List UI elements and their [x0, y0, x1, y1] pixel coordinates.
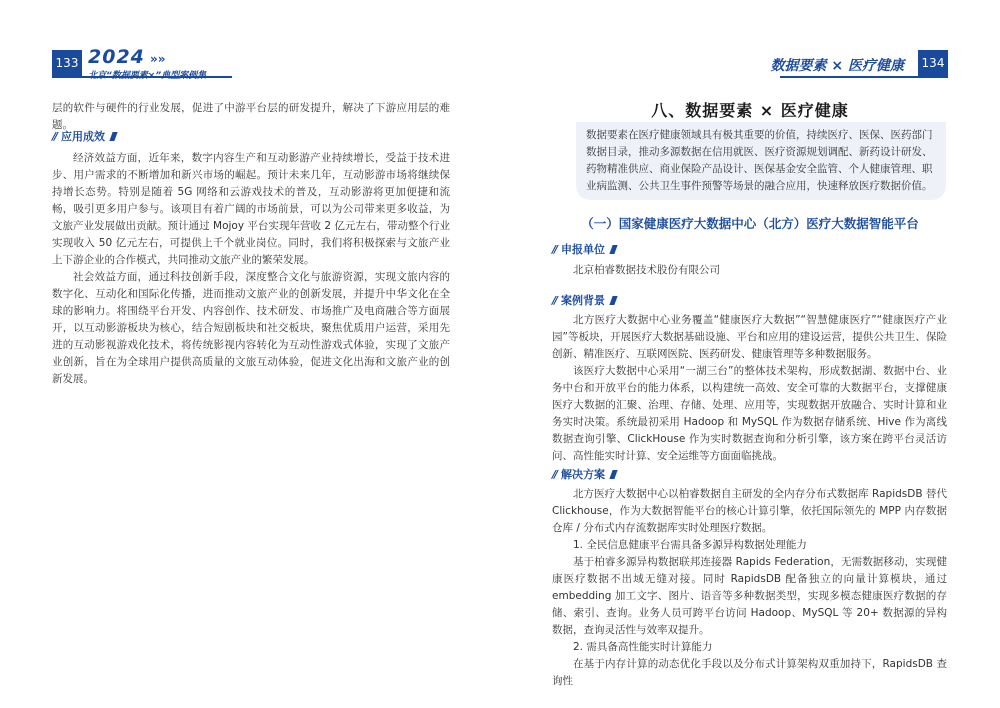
opening-line: 层的软件与硬件的行业发展，促进了中游平台层的研发提升，解决了下游应用层的难题。 — [52, 102, 450, 131]
slash-marker-icon: // — [52, 129, 57, 143]
section-title: 应用成效 — [61, 130, 106, 143]
subchapter-title: （一）国家健康医疗大数据中心（北方）医疗大数据智能平台 — [581, 216, 919, 231]
paragraph: 基于柏睿多源异构数据联邦连接器 Rapids Federation，无需数据移动，实现健康医疗数据不出域无缝对接。同时 RapidsDB 配备独立的向量计算模块，通过 embedding 加工文字、图片、语音等多种数据类型，实现多模态健康医疗数据的存储、索引、查询。业务人员可跨平台访问 Hadoop、MySQL 等 20+ 数据源的异构数据，查询灵活性与效率双提升。 — [552, 556, 947, 636]
right-page — [500, 0, 1000, 708]
section-title: 案例背景 — [561, 294, 606, 307]
paragraph: 北方医疗大数据中心业务覆盖“健康医疗大数据”“智慧健康医疗”“健康医疗产业园”等板块，开展医疗大数据基础设施、平台和应用的建设运营，提供公共卫生、保险创新、精准医疗、互联网医院、医药研发、健康管理等多种数据服务。 — [552, 314, 947, 360]
heading-tail-icon — [609, 245, 617, 254]
heading-tail-icon — [109, 132, 117, 141]
heading-tail-icon — [609, 296, 617, 305]
brand-year: 2024 — [88, 46, 145, 68]
header-brand: 数据要素 × 医疗健康 — [770, 58, 904, 74]
paragraph: 北方医疗大数据中心以柏睿数据自主研发的全内存分布式数据库 RapidsDB 替代 Clickhouse，作为大数据智能平台的核心计算引擎，依托国际领先的 MPP 内存数据仓库 / 分布式内存流数据库实时处理医疗数据。 — [552, 488, 947, 534]
page-number-left: 133 — [52, 50, 82, 76]
numbered-heading: 1. 全民信息健康平台需具备多源异构数据处理能力 — [573, 539, 807, 551]
brand-arrows-icon: »» — [149, 52, 166, 66]
solution-body — [552, 486, 947, 690]
header-rule-left — [52, 76, 232, 78]
section-title: 申报单位 — [561, 243, 606, 256]
numbered-heading: 2. 需具备高性能实时计算能力 — [573, 641, 713, 653]
chapter-title: 八、数据要素 × 医疗健康 — [651, 101, 849, 120]
section-heading-applicant — [552, 241, 616, 257]
header-rule-right — [780, 76, 948, 78]
chapter-intro: 数据要素在医疗健康领域具有极其重要的价值，持续医疗、医保、医药部门数据目录，推动多源数据在信用就医、医疗资源规划调配、新药设计研发、药物精准供应、商业保险产品设计、医保基金安全监管、个人健康管理、职业病监测、公共卫生事件预警等场景的融合应用，快速释放医疗数据价值。 — [576, 122, 946, 200]
slash-marker-icon: // — [552, 293, 557, 307]
applicant-name: 北京柏睿数据技术股份有限公司 — [573, 264, 720, 276]
paragraph-economic: 经济效益方面，近年来，数字内容生产和互动影游产业持续增长，受益于技术进步、用户需求的不断增加和新兴市场的崛起。预计未来几年，互动影游市场将继续保持增长态势。特别是随着 5G 网络和云游戏技术的普及，互动影游将更加便捷和流畅，吸引更多用户参与。该项目有着广阔的市场前景，可以为公司带来更多收益，为文旅产业发展做出贡献。预计通过 Mojoy 平台实现年营收 2 亿元左右，带动整个行业实现收入 50 亿元左右，可提供上千个就业岗位。同时，我们将积极探索与文旅产业上下游企业的合作模式，共同推动文旅产业的繁荣发展。 — [52, 152, 450, 266]
section-title: 解决方案 — [561, 468, 606, 481]
results-body — [52, 150, 450, 388]
paragraph: 该医疗大数据中心采用“一湖三台”的整体技术架构，形成数据湖、数据中台、业务中台和开放平台的能力体系，以构建统一高效、安全可靠的大数据平台，支撑健康医疗大数据的汇聚、治理、存储、处理、应用等，实现数据开放融合、实时计算和业务实时决策。系统最初采用 Hadoop 和 MySQL 作为数据存储系统、Hive 作为离线数据查询引擎、ClickHouse 作为实时数据查询和分析引擎，该方案在跨平台灵活访问、高性能实时计算、安全运维等方面面临挑战。 — [552, 365, 947, 462]
heading-tail-icon — [609, 470, 617, 479]
slash-marker-icon: // — [552, 467, 557, 481]
section-heading-solution — [552, 466, 616, 482]
section-heading-results — [52, 128, 116, 144]
slash-marker-icon: // — [552, 242, 557, 256]
paragraph-social: 社会效益方面，通过科技创新手段，深度整合文化与旅游资源，实现文旅内容的数字化、互动化和国际化传播，进而推动文旅产业的创新发展，并提升中华文化在全球的影响力。将围绕平台开发、内容创作、技术研发、市场推广及电商融合等方面展开，以互动影游板块为核心，结合短剧板块和社交板块，聚焦优质用户运营，采用先进的互动影视游戏化技术，将传统影视内容转化为互动性游戏式体验，实现了文旅产业创新，旨在为全球用户提供高质量的文旅互动体验，促进文化出海和文旅产业的创新发展。 — [52, 271, 450, 385]
section-heading-background — [552, 292, 616, 308]
brand-subtitle — [88, 68, 206, 81]
paragraph: 在基于内存计算的动态优化手段以及分布式计算架构双重加持下，RapidsDB 查询性 — [552, 658, 947, 687]
background-body — [552, 312, 947, 465]
page-number-right: 134 — [918, 50, 948, 76]
